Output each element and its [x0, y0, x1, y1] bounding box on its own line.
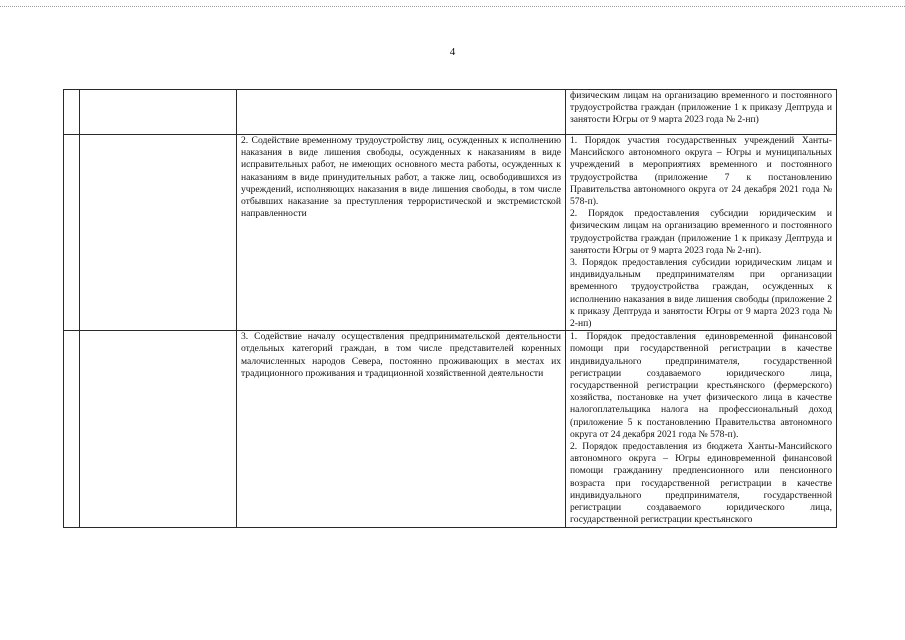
measure-cell	[237, 135, 566, 331]
scan-edge-line	[0, 6, 905, 7]
measure-text: 2. Содействие временному трудоустройству лиц, осужденных к исполнению наказания в виде лишения свободы, осужденных к наказаниям в виде исправительных работ, не имеющих основного места работы, осужденных к наказаниям в виде принудительных работ, а также лиц, освободившихся из учреждений, исполняющих наказания в виде лишения свободы, в том числе отбывших наказание за преступления террористической и экстремистской направленности	[241, 135, 561, 220]
documents-cell	[566, 135, 837, 331]
document-item: 2. Порядок предоставления из бюджета Ханты-Мансийского автономного округа – Югры единовременной финансовой помощи гражданину предпенсионного или пенсионного возраста при государственной регистрации в качестве индивидуального предпринимателя, государственной регистрации создаваемого юридического лица, государственной регистрации крестьянского	[570, 441, 832, 526]
number-cell	[64, 135, 80, 331]
number-cell	[64, 331, 80, 527]
document-item: 2. Порядок предоставления субсидии юридическим и физическим лицам на организацию временного и постоянного трудоустройства граждан (приложение 1 к приказу Дептруда и занятости Югры от 9 марта 2023 года № 2-нп).	[570, 208, 832, 256]
programs-table	[63, 89, 837, 528]
measure-cell	[237, 90, 566, 135]
document-item: физическим лицам на организацию временного и постоянного трудоустройства граждан (приложение 1 к приказу Дептруда и занятости Югры от 9 марта 2023 года № 2-нп)	[570, 90, 832, 126]
table-row-continuation	[64, 90, 837, 135]
number-cell	[64, 90, 80, 135]
program-cell	[80, 135, 237, 331]
page-number: 4	[449, 46, 456, 58]
measure-cell	[237, 331, 566, 527]
document-item: 1. Порядок предоставления единовременной финансовой помощи при государственной регистрации в качестве индивидуального предпринимателя, государственной регистрации создаваемого юридического лица, государственной регистрации крестьянского (фермерского) хозяйства, постановке на учет физического лица в качестве налогоплательщика налога на профессиональный доход (приложение 5 к постановлению Правительства автономного округа от 24 декабря 2021 года № 578-п).	[570, 331, 832, 440]
documents-cell	[566, 331, 837, 527]
measure-text: 3. Содействие началу осуществления предпринимательской деятельности отдельных категорий граждан, в том числе представителей коренных малочисленных народов Севера, постоянно проживающих в местах их традиционного проживания и традиционной хозяйственной деятельности	[241, 331, 561, 379]
table-row-measure-2	[64, 135, 837, 331]
document-item: 3. Порядок предоставления субсидии юридическим лицам и индивидуальным предпринимателям при организации временного трудоустройства граждан, осужденных к исполнению наказания в виде лишения свободы (приложение 2 к приказу Дептруда и занятости Югры от 9 марта 2023 года № 2-нп)	[570, 257, 832, 330]
table-row-measure-3	[64, 331, 837, 527]
program-cell	[80, 331, 237, 527]
program-cell	[80, 90, 237, 135]
documents-cell	[566, 90, 837, 135]
document-item: 1. Порядок участия государственных учреждений Ханты-Мансийского автономного округа – Югры и муниципальных учреждений в мероприятиях временного и постоянного трудоустройства (приложение 7 к постановлению Правительства автономного округа от 24 декабря 2021 года № 578-п).	[570, 135, 832, 208]
